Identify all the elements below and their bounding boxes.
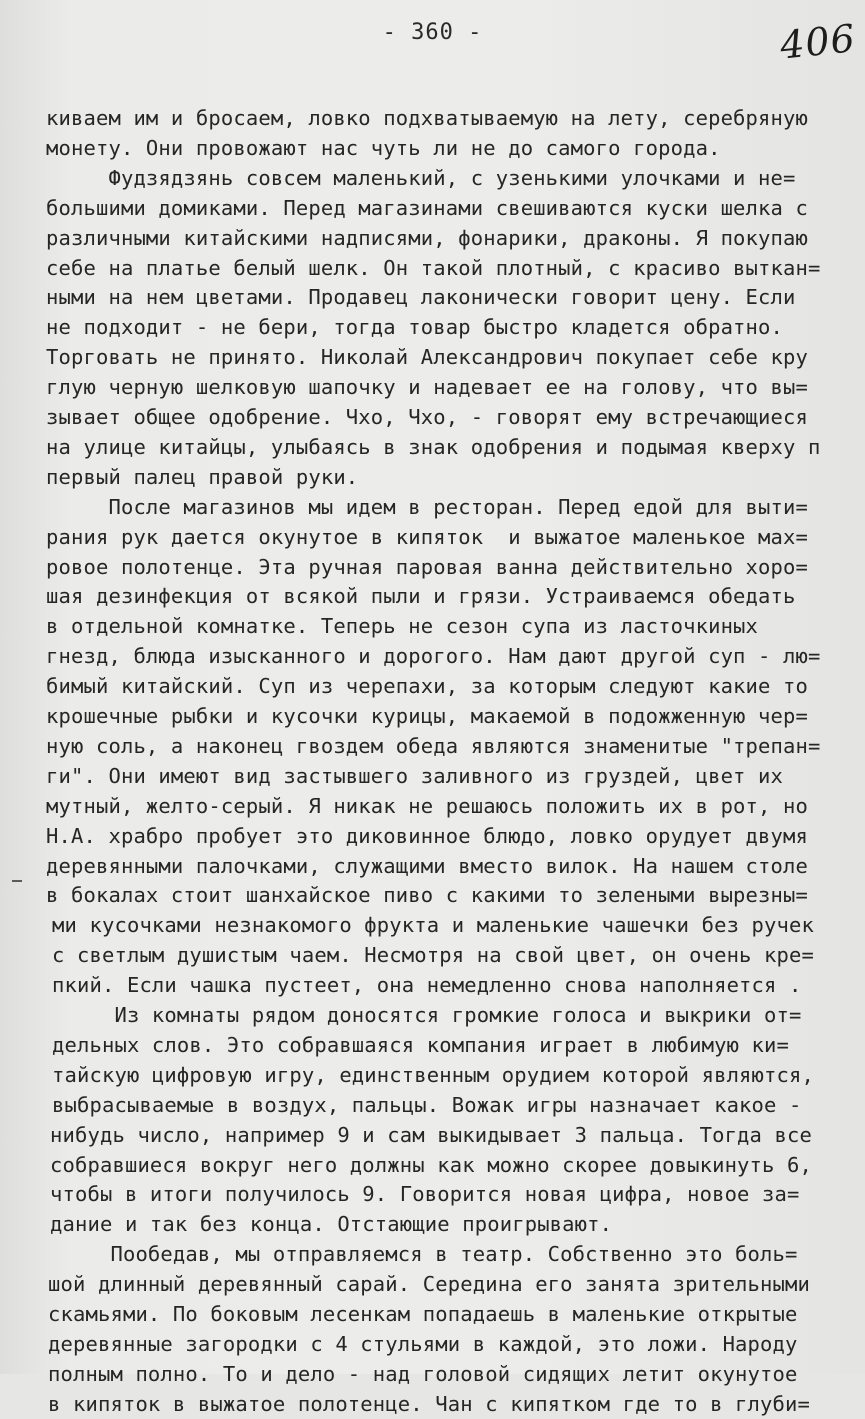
- margin-mark: [12, 880, 22, 882]
- text-line: себе на платье белый шелк. Он такой плотный, с красиво выткан=: [46, 255, 821, 280]
- text-line: нибудь число, например 9 и сам выкидывает 3 пальца. Тогда все: [50, 1122, 813, 1147]
- text-line: Из комнаты рядом доносятся громкие голоса и выкрики от=: [52, 1003, 802, 1027]
- handwritten-archive-number: 406: [778, 16, 858, 68]
- text-line: Пообедав, мы отправляемся в театр. Собственно это боль=: [48, 1242, 798, 1267]
- text-line: шой длинный деревянный сарай. Середина его занята зрительными: [48, 1272, 811, 1297]
- text-line: выбрасываемые в воздух, пальцы. Вожак игры назначает какое -: [52, 1092, 802, 1117]
- text-line: тайскую цифровую игру, единственным орудием которой являются,: [52, 1062, 815, 1087]
- text-line: различными китайскими надписями, фонарики, драконы. Я покупаю: [46, 225, 809, 250]
- text-line: пкий. Если чашка пустеет, она немедленно снова наполняется .: [52, 973, 802, 998]
- text-line: мутный, желто-серый. Я никак не решаюсь положить их в рот, но: [46, 793, 809, 818]
- text-line: в бокалах стоит шанхайское пиво с какими то зелеными вырезны=: [46, 883, 809, 908]
- text-line: с светлым душистым чаем. Несмотря на свой цвет, он очень кре=: [52, 943, 815, 968]
- text-line: шая дезинфекция от всякой пыли и грязи. Устраиваемся обедать: [46, 584, 796, 609]
- text-line: деревянными палочками, служащими вместо вилок. На нашем столе: [46, 853, 809, 878]
- text-line: большими домиками. Перед магазинами свешиваются куски шелка с: [46, 195, 809, 220]
- text-line: чтобы в итоги получилось 9. Говорится новая цифра, новое за=: [50, 1182, 800, 1207]
- text-line: гнезд, блюда изысканного и дорогого. Нам дают другой суп - лю=: [46, 644, 821, 669]
- text-line: Торговать не принято. Николай Александрович покупает себе кру: [46, 345, 809, 370]
- text-line: рания рук дается окунутое в кипяток и выжатое маленькое мах=: [46, 524, 809, 549]
- text-line: первый палец правой руки.: [46, 464, 359, 489]
- text-line: ную соль, а наконец гвоздем обеда являются знаменитые "трепан=: [46, 733, 821, 758]
- text-line: полным полно. То и дело - над головой сидящих летит окунутое: [48, 1361, 798, 1386]
- text-line: на улице китайцы, улыбаясь в знак одобрения и подымая кверху п: [46, 434, 821, 459]
- text-line: монету. Они провожают нас чуть ли не до самого города.: [46, 135, 721, 160]
- text-line: не подходит - не бери, тогда товар быстро кладется обратно.: [46, 315, 784, 340]
- text-line: собравшиеся вокруг него должны как можно скорее довыкинуть 6,: [50, 1152, 813, 1177]
- text-line: ми кусочками незнакомого фрукта и маленькие чашечки без ручек: [52, 913, 815, 938]
- text-line: бимый китайский. Суп из черепахи, за которым следуют какие то: [46, 674, 809, 699]
- text-line: После магазинов мы идем в ресторан. Перед едой для выти=: [46, 494, 809, 519]
- text-line: крошечные рыбки и кусочки курицы, макаемой в подожженную чер=: [46, 704, 809, 728]
- text-line: ными на нем цветами. Продавец лаконически говорит цену. Если: [46, 285, 796, 310]
- text-line: ги". Они имеют вид застывшего заливного из груздей, цвет их: [46, 763, 784, 788]
- text-line: скамьями. По боковым лесенкам попадаешь в маленькие открытые: [48, 1302, 798, 1326]
- text-line: дельных слов. Это собравшаяся компания играет в любимую ки=: [52, 1032, 790, 1057]
- text-line: в кипяток в выжатое полотенце. Чан с кипятком где то в глуби=: [48, 1391, 811, 1416]
- text-line: ровое полотенце. Эта ручная паровая ванна действительно хоро=: [46, 554, 809, 579]
- page-number: - 360 -: [382, 20, 483, 45]
- text-line: дание и так без конца. Отстающие проигрывают.: [50, 1212, 613, 1237]
- text-line: деревянные загородки с 4 стульями в каждой, это ложи. Народу: [48, 1331, 798, 1356]
- text-line: киваем им и бросаем, ловко подхватываемую на лету, серебряную: [46, 106, 809, 130]
- text-line: зывает общее одобрение. Чхо, Чхо, - говорят ему встречающиеся: [46, 405, 809, 429]
- text-line: в отдельной комнатке. Теперь не сезон супа из ласточкиных: [46, 614, 759, 639]
- text-line: глую черную шелковую шапочку и надевает ее на голову, что вы=: [46, 375, 809, 400]
- text-line: Фудзядзянь совсем маленький, с узенькими улочками и не=: [46, 165, 796, 190]
- text-line: Н.А. храбро пробует это диковинное блюдо, ловко орудует двумя: [46, 823, 809, 848]
